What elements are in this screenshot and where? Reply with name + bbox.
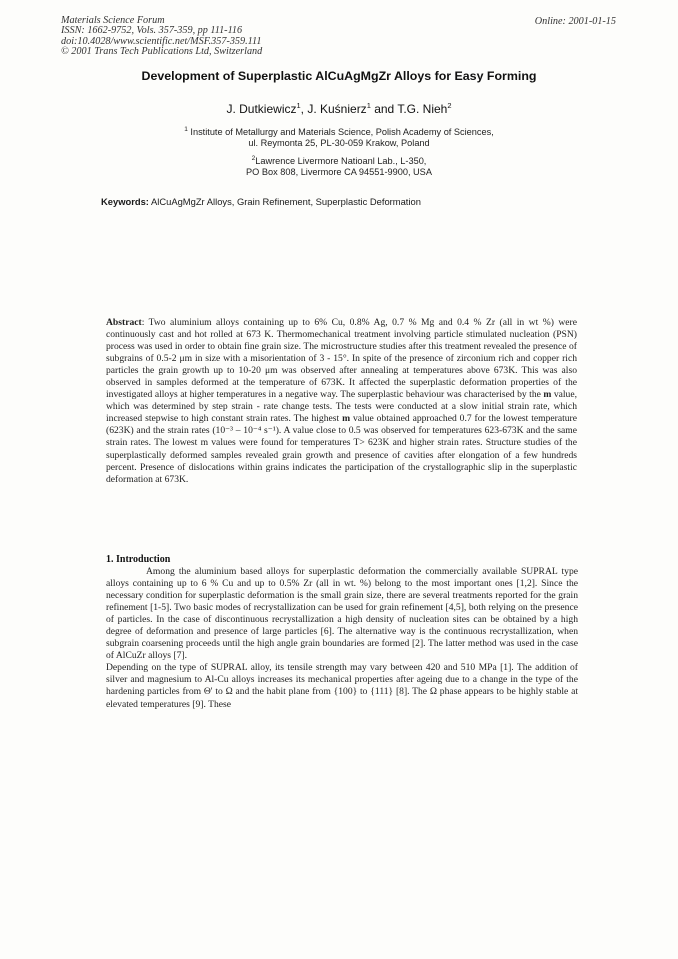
affiliation-line: ul. Reymonta 25, PL-30-059 Krakow, Poland — [248, 138, 430, 149]
affiliation-line — [0, 153, 678, 167]
affiliation-mark: 2 — [447, 101, 452, 110]
abstract-text: value obtained approached 0.7 for the lowest temperature (623K) and the strain rates (10⁻³ – 10⁻⁴ s⁻¹). A value close to 0.5 was observed for temperatures 623-673K and the same strain rates. The lowest m values were found for temperatures T> 623K and higher strain rates. Structure studies of the superplastically deformed samples revealed grain growth and presence of cavities after elongation of a few hundreds percent. Presence of dislocations within grains indicates the participation of the crystallographic slip in the superplastic deformation at 673K. — [106, 413, 577, 485]
journal-citation — [61, 16, 262, 58]
affiliation-text: Institute of Metallurgy and Materials Science, Polish Academy of Sciences, — [187, 127, 494, 138]
keywords — [101, 196, 581, 207]
abstract-label: Abstract — [106, 317, 142, 328]
author-separator: , — [300, 102, 308, 116]
author-name: J. Dutkiewicz — [226, 102, 297, 116]
author-separator: and — [370, 102, 398, 116]
journal-line: © 2001 Trans Tech Publications Ltd, Switzerland — [61, 46, 263, 58]
affiliation-mark: 1 — [184, 126, 188, 133]
online-date: Online: 2001-01-15 — [534, 16, 616, 27]
affiliation-mark: 1 — [366, 101, 371, 110]
abstract-text: value, which was determined by step strain - rate change tests. The tests were conducted at a slow initial strain rate, which increased stepwise to high constant strain rates. The highest — [106, 389, 577, 425]
m-symbol: m — [342, 413, 351, 425]
author-name: T.G. Nieh — [397, 102, 448, 116]
affiliation-line: PO Box 808, Livermore CA 94551-9900, USA — [246, 167, 432, 178]
paper-title: Development of Superplastic AlCuAgMgZr Alloys for Easy Forming — [141, 69, 537, 83]
author-list — [0, 101, 678, 116]
introduction-body — [106, 566, 578, 711]
keywords-text: AlCuAgMgZr Alloys, Grain Refinement, Superplastic Deformation — [148, 196, 421, 207]
section-heading: 1. Introduction — [106, 554, 171, 565]
keywords-label: Keywords: — [101, 196, 149, 207]
journal-line: ISSN: 1662-9752, Vols. 357-359, pp 111-116 — [61, 25, 243, 37]
abstract-paragraph — [106, 317, 577, 486]
journal-line: Materials Science Forum — [61, 15, 165, 26]
affiliation-mark: 2 — [251, 155, 256, 162]
abstract-text: : Two aluminium alloys containing up to 6% Cu, 0.8% Ag, 0.7 % Mg and 0.4 % Zr (all in wt %) were continuously cast and hot rolled at 673 K. Thermomechanical treatment involving particle stimulated nucleation (PSN) process was used in order to obtain fine grain size. The microstructure studies after this treatment revealed the presence of subgrains of 0.5-2 μm in size with a misorientation of 3 - 15°. In spite of the presence of zirconium rich and copper rich particles the grain growth up to 10-20 μm was observed after annealing at temperatures above 673K. This was also observed in samples deformed at the temperature of 673K. It affected the superplastic deformation properties of the investigated alloys at higher temperatures in a negative way. The superplastic behaviour was characterised by the — [106, 317, 577, 401]
abstract — [106, 317, 577, 486]
body-paragraph: Among the aluminium based alloys for superplastic deformation the commercially available SUPRAL type alloys containing up to 6 % Cu and up to 0.5% Zr (all in wt. %) belong to the most important ones [1,2]. Since the necessary condition for superplastic deformation is the small grain size, there are several treatments reported for the grain refinement [1-5]. Two basic modes of recrystallization can be used for grain refinement [4,5], both relying on the presence of particles. In the case of discontinuous recrystallization a high density of nucleation sites can be obtained by a high degree of deformation and presence of large particles [6]. The alternative way is the continuous recrystallization, when subgrain coarsening proceeds until the high angle grain boundaries are formed [2]. The latter method was used in the case of AlCuZr alloys [7]. — [106, 566, 578, 662]
affiliation-mark: 1 — [296, 101, 301, 110]
affiliation-1 — [0, 124, 678, 150]
journal-line: doi:10.4028/www.scientific.net/MSF.357-359.111 — [61, 35, 262, 47]
body-paragraph: Depending on the type of SUPRAL alloy, its tensile strength may vary between 420 and 510 MPa [1]. The addition of silver and magnesium to Al-Cu alloys increases its mechanical properties after ageing due to a change in the type of the hardening particles from Θ' to Ω and the habit plane from {100} to {111} [8]. The Ω phase appears to be highly stable at elevated temperatures [9]. These — [106, 662, 578, 710]
affiliation-line — [0, 124, 678, 138]
author-name: J. Kuśnierz — [307, 102, 367, 116]
affiliation-text: Lawrence Livermore Natioanl Lab., L-350, — [255, 156, 427, 167]
affiliation-2 — [0, 153, 678, 179]
m-symbol: m — [543, 389, 552, 401]
